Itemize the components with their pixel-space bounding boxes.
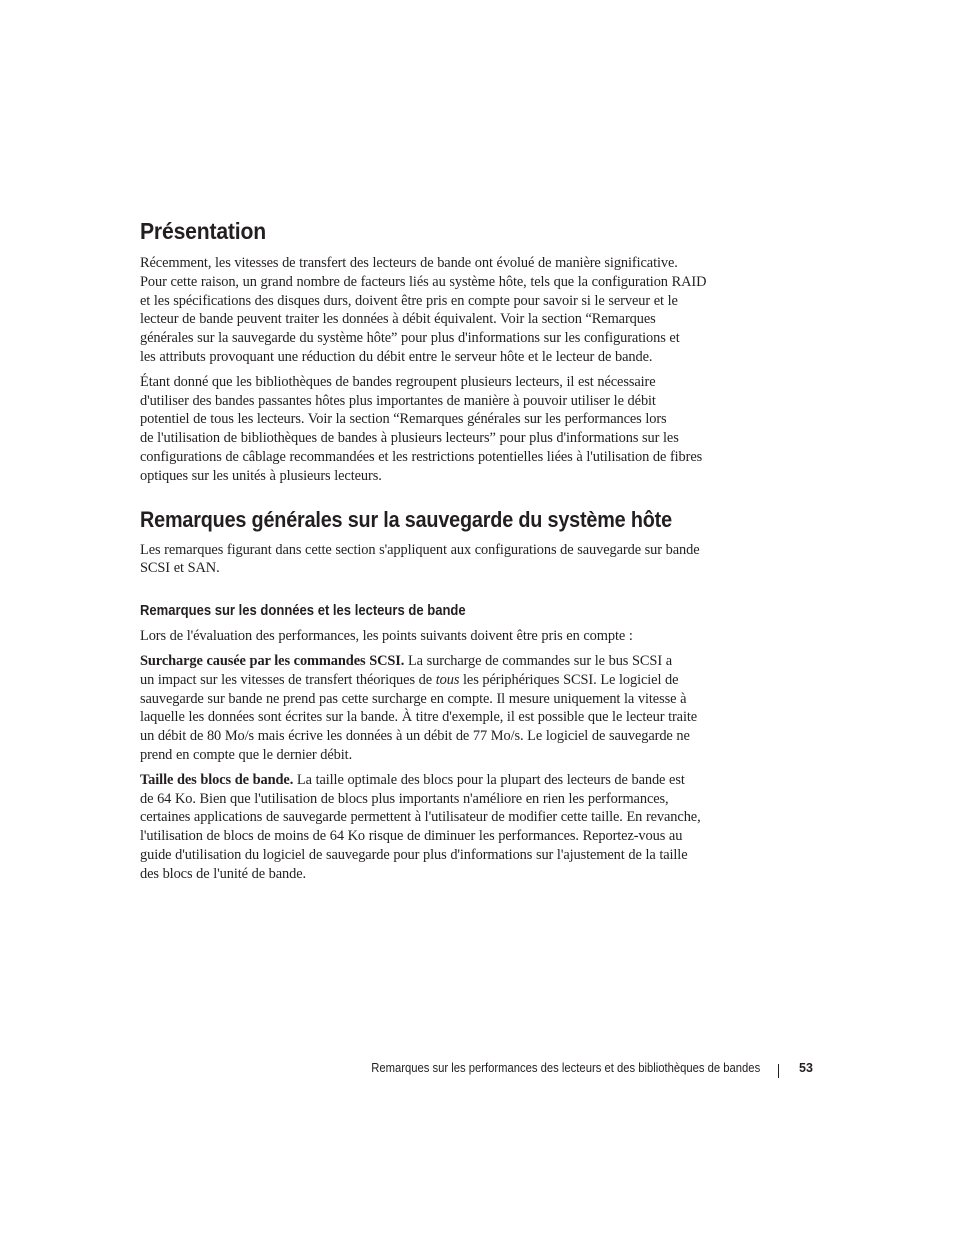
text-line: un débit de 80 Mo/s mais écrive les données à un débit de 77 Mo/s. Le logiciel de sauvegarde ne: [140, 728, 690, 745]
section-heading-host-backup: Remarques générales sur la sauvegarde du système hôte: [140, 506, 672, 532]
paragraph-libraries: [140, 373, 760, 486]
text-line: optiques sur les unités à plusieurs lecteurs.: [140, 467, 382, 484]
emphasis-text: tous: [435, 671, 460, 688]
text-line: configurations de câblage recommandées et les restrictions potentielles liées à l'utilisation de fibres: [140, 448, 703, 465]
text-line: Les remarques figurant dans cette section s'appliquent aux configurations de sauvegarde sur bande: [140, 541, 700, 558]
page-content: [140, 216, 760, 890]
bold-label: Taille des blocs de bande.: [140, 771, 294, 788]
page-number: 53: [799, 1061, 813, 1075]
footer-divider: [778, 1064, 779, 1078]
inline-text: La taille optimale des blocs pour la plupart des lecteurs de bande est: [293, 771, 685, 788]
text-line: SCSI et SAN.: [140, 560, 220, 577]
inline-text: les périphériques SCSI. Le logiciel de: [459, 671, 679, 688]
paragraph-eval-intro: [140, 627, 760, 646]
text-line: des blocs de l'unité de bande.: [140, 865, 307, 882]
paragraph-scope: [140, 541, 760, 579]
paragraph-intro: [140, 254, 760, 367]
text-line: prend en compte que le dernier débit.: [140, 746, 353, 763]
text-line: de l'utilisation de bibliothèques de bandes à plusieurs lecteurs” pour plus d'informations sur les: [140, 430, 679, 447]
paragraph-block-size: [140, 771, 760, 884]
text-line: et les spécifications des disques durs, doivent être pris en compte pour savoir si le serveur et le: [140, 292, 678, 309]
text-line: générales sur la sauvegarde du système hôte” pour plus d'informations sur les configurations et: [140, 330, 680, 347]
inline-text: un impact sur les vitesses de transfert théoriques de: [140, 671, 436, 688]
text-line: sauvegarde sur bande ne prend pas cette surcharge en compte. Il mesure uniquement la vitesse à: [140, 690, 687, 707]
text-line: Récemment, les vitesses de transfert des lecteurs de bande ont évolué de manière significative.: [140, 255, 678, 271]
text-line: Pour cette raison, un grand nombre de facteurs liés au système hôte, tels que la configuration RAID: [140, 273, 707, 290]
text-line: potentiel de tous les lecteurs. Voir la section “Remarques générales sur les performances lors: [140, 411, 667, 428]
text-line: certaines applications de sauvegarde permettent à l'utilisateur de modifier cette taille. En revanche,: [140, 809, 701, 826]
subsection-heading-data-drives: Remarques sur les données et les lecteurs de bande: [140, 603, 466, 620]
text-line: laquelle les données sont écrites sur la bande. À titre d'exemple, il est possible que le lecteur traite: [140, 709, 698, 726]
section-heading-presentation: Présentation: [140, 218, 266, 244]
inline-text: La surcharge de commandes sur le bus SCSI a: [404, 652, 672, 669]
text-line: lecteur de bande peuvent traiter les données à débit équivalent. Voir la section “Remarques: [140, 311, 656, 328]
text-line: Lors de l'évaluation des performances, les points suivants doivent être pris en compte :: [140, 628, 633, 645]
bold-label: Surcharge causée par les commandes SCSI.: [140, 652, 405, 669]
text-line: guide d'utilisation du logiciel de sauvegarde pour plus d'informations sur l'ajustement de la taille: [140, 846, 688, 863]
text-line: d'utiliser des bandes passantes hôtes plus importantes de manière à pouvoir utiliser le débit: [140, 392, 656, 409]
page-footer: [0, 1061, 954, 1081]
text-line: [140, 771, 760, 790]
text-line: les attributs provoquant une réduction du débit entre le serveur hôte et le lecteur de bande.: [140, 348, 653, 365]
paragraph-scsi-overhead: [140, 652, 760, 765]
footer-chapter-title: Remarques sur les performances des lecteurs et des bibliothèques de bandes: [371, 1061, 760, 1075]
text-line: [140, 652, 760, 671]
text-line: Étant donné que les bibliothèques de bandes regroupent plusieurs lecteurs, il est nécessaire: [140, 373, 656, 390]
text-line: [140, 671, 760, 690]
text-line: l'utilisation de blocs de moins de 64 Ko risque de diminuer les performances. Reportez-vous au: [140, 828, 683, 845]
text-line: de 64 Ko. Bien que l'utilisation de blocs plus importants n'améliore en rien les performances,: [140, 790, 669, 807]
